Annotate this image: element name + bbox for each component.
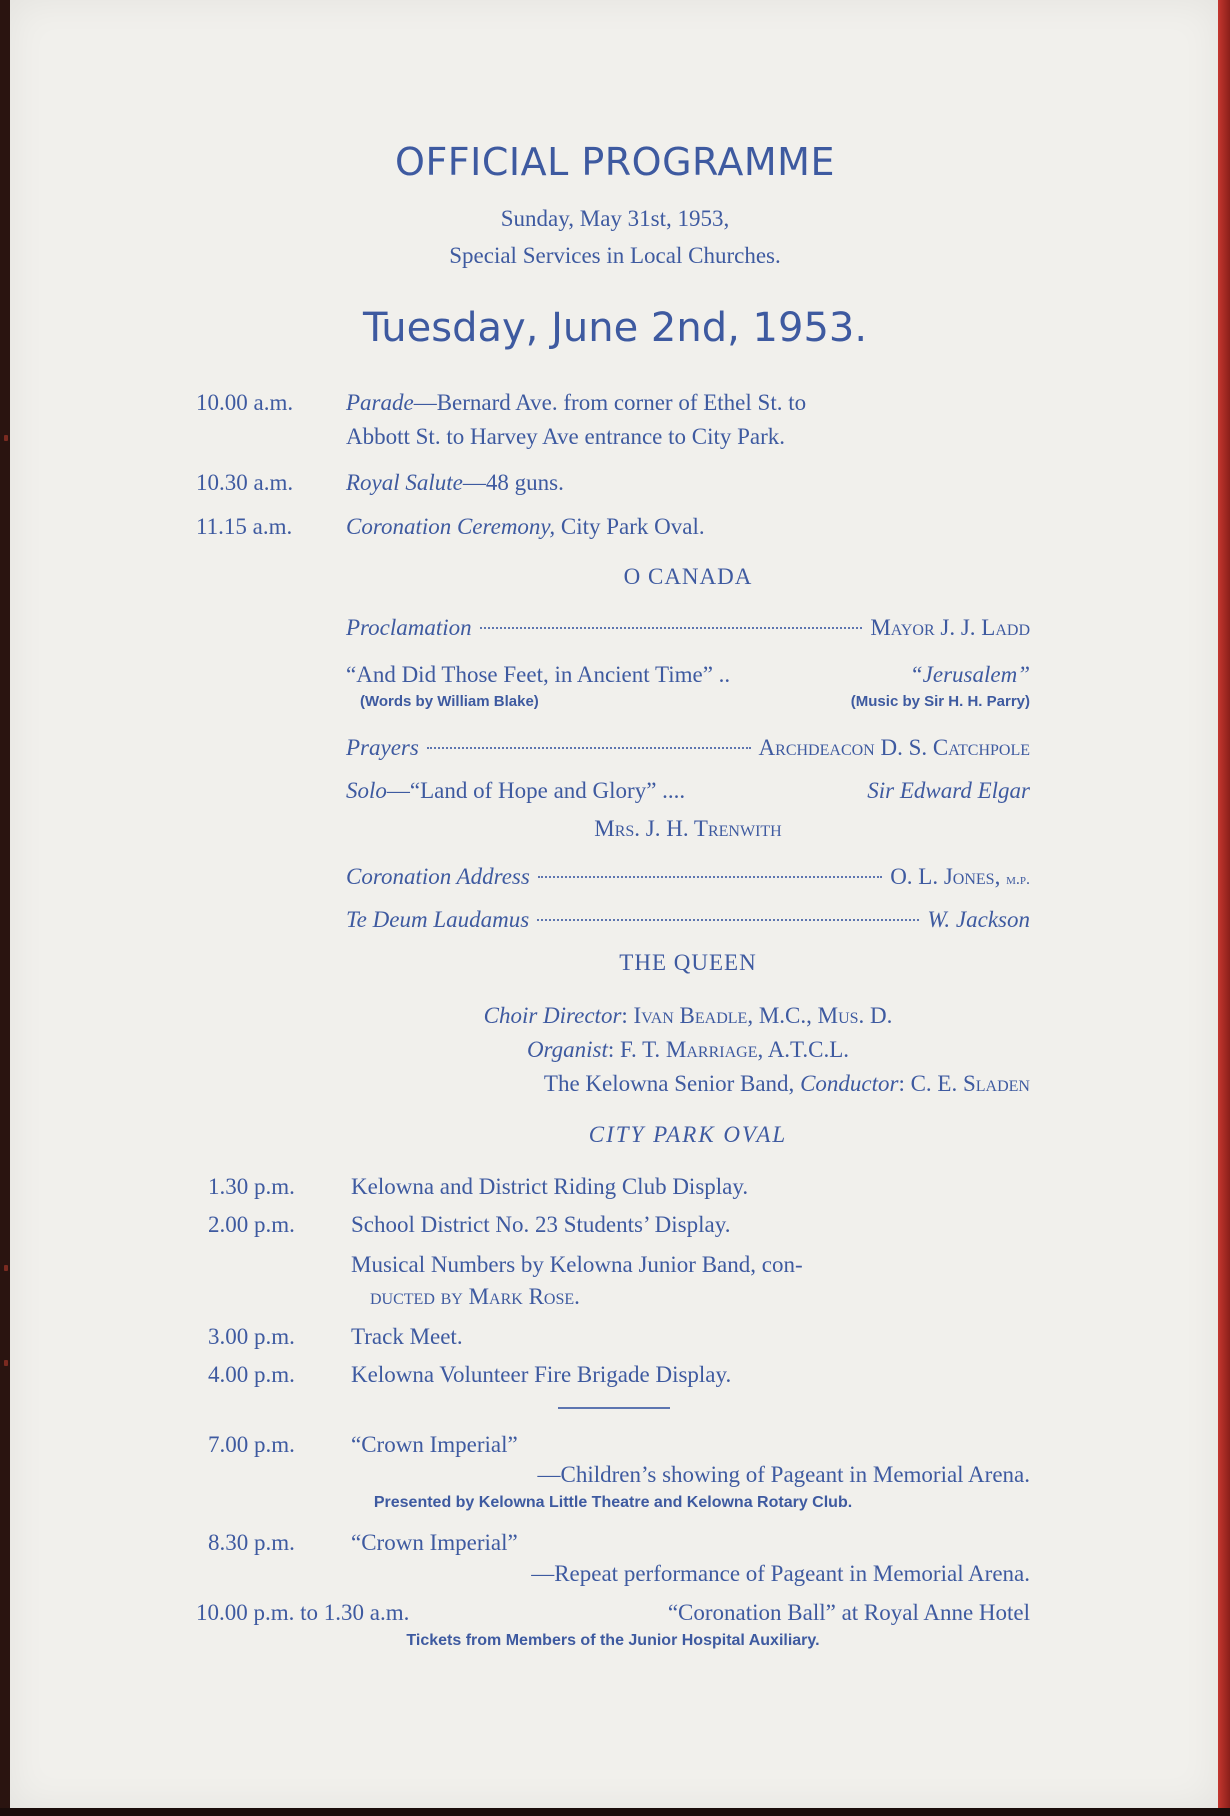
- item-title: Coronation Address: [346, 864, 530, 889]
- margin-mark: [4, 435, 8, 441]
- dot-leader: [480, 627, 863, 629]
- hymn-tune: “Jerusalem”: [909, 662, 1030, 687]
- tickets-note: Tickets from Members of the Junior Hospital Auxiliary.: [406, 1632, 820, 1649]
- time-label: 11.15 a.m.: [196, 514, 293, 539]
- item-title: Solo: [346, 778, 387, 803]
- item-text: Musical Numbers by Kelowna Junior Band, con-: [351, 1252, 803, 1277]
- item-title: Te Deum Laudamus: [346, 907, 530, 932]
- time-label: 1.30 p.m.: [208, 1174, 295, 1199]
- date-heading: Tuesday, June 2nd, 1953.: [362, 305, 868, 351]
- item-text: —Bernard Ave. from corner of Ethel St. to: [413, 390, 807, 415]
- proclamation-row: [346, 615, 1030, 641]
- margin-mark: [4, 1360, 8, 1366]
- item-text: “Crown Imperial”: [351, 1432, 518, 1457]
- bottom-edge: [0, 1808, 1230, 1816]
- dot-leader: [427, 747, 751, 749]
- item-title: Parade: [346, 390, 414, 415]
- time-label: 10.00 a.m.: [196, 390, 294, 415]
- time-label: 10.00 p.m. to 1.30 a.m.: [196, 1600, 410, 1625]
- composer-name: Sir Edward Elgar: [867, 778, 1030, 803]
- item-text: School District No. 23 Students’ Display.: [351, 1212, 731, 1237]
- item-text: [370, 1284, 580, 1310]
- section-divider: [558, 1407, 670, 1409]
- organist-line: [346, 1037, 1030, 1063]
- item-text: Kelowna Volunteer Fire Brigade Display.: [351, 1362, 732, 1387]
- singer-name: Mrs. J. H. Trenwith: [594, 816, 782, 841]
- performer-name: Archdeacon D. S. Catchpole: [758, 735, 1030, 760]
- closing-heading: THE QUEEN: [619, 950, 757, 975]
- red-edge: [1218, 0, 1230, 1816]
- performer-suffix: m.p.: [1006, 871, 1030, 888]
- item-text: “Crown Imperial”: [351, 1530, 518, 1555]
- item-text-continued: —Repeat performance of Pageant in Memorial Arena.: [531, 1561, 1030, 1586]
- time-label: 8.30 p.m.: [208, 1530, 295, 1555]
- item-text: Abbott St. to Harvey Ave entrance to City Park.: [346, 424, 786, 449]
- page-title: OFFICIAL PROGRAMME: [395, 140, 835, 184]
- band-prefix: The Kelowna Senior Band,: [543, 1071, 801, 1096]
- solo-song: —“Land of Hope and Glory” ....: [386, 778, 686, 803]
- composer-name: W. Jackson: [927, 907, 1030, 932]
- time-label: 7.00 p.m.: [208, 1432, 295, 1457]
- time-label: 2.00 p.m.: [208, 1212, 295, 1237]
- choir-line: [346, 1003, 1030, 1029]
- hymn-row: [346, 662, 1030, 688]
- services-line: Special Services in Local Churches.: [449, 243, 781, 268]
- hymn-words: (Words by William Blake): [360, 693, 539, 710]
- solo-row: [346, 778, 1030, 804]
- band-label: Conductor: [800, 1071, 899, 1096]
- item-text: City Park Oval.: [555, 514, 705, 539]
- item-text: Kelowna and District Riding Club Display.: [351, 1174, 749, 1199]
- sunday-line: Sunday, May 31st, 1953,: [500, 206, 730, 231]
- choir-label: Choir Director: [483, 1003, 622, 1028]
- item-title: Coronation Ceremony,: [346, 514, 556, 539]
- dot-leader: [538, 876, 882, 878]
- choir-name: : Ivan Beadle, M.C., Mus. D.: [621, 1003, 893, 1028]
- programme-item: [346, 514, 705, 540]
- performer-name: O. L. Jones,: [890, 864, 1001, 889]
- hymn-credits: [360, 693, 1030, 710]
- performer-name: Mayor J. J. Ladd: [870, 615, 1030, 640]
- time-label: 4.00 p.m.: [208, 1362, 295, 1387]
- margin-mark: [4, 1265, 8, 1271]
- dot-leader: [537, 919, 919, 921]
- te-deum-row: [346, 907, 1030, 933]
- programme-item: [346, 390, 806, 416]
- item-text: —48 guns.: [462, 470, 564, 495]
- presented-by: Presented by Kelowna Little Theatre and Kelowna Rotary Club.: [373, 1494, 853, 1511]
- item-text: “Coronation Ball” at Royal Anne Hotel: [667, 1600, 1030, 1625]
- time-label: 10.30 a.m.: [196, 470, 294, 495]
- organist-name: : F. T. Marriage, A.T.C.L.: [607, 1037, 850, 1062]
- prayers-row: [346, 735, 1030, 761]
- item-text-continued: ducted by Mark Rose.: [370, 1284, 580, 1309]
- item-title: Proclamation: [346, 615, 472, 640]
- hymn-title: “And Did Those Feet, in Ancient Time” ..: [346, 662, 731, 687]
- address-row: [346, 864, 1030, 890]
- programme-page: [10, 0, 1218, 1808]
- item-text: Track Meet.: [351, 1324, 463, 1349]
- section-heading: CITY PARK OVAL: [588, 1122, 788, 1147]
- item-text-continued: —Children’s showing of Pageant in Memorial Arena.: [537, 1462, 1030, 1487]
- item-title: Prayers: [346, 735, 419, 760]
- hymn-music: (Music by Sir H. H. Parry): [850, 693, 1030, 710]
- band-name: : C. E. Sladen: [898, 1071, 1030, 1096]
- time-label: 3.00 p.m.: [208, 1324, 295, 1349]
- programme-item: [346, 470, 564, 496]
- band-line: [346, 1071, 1030, 1097]
- anthem-heading: O CANADA: [623, 564, 753, 589]
- item-title: Royal Salute: [346, 470, 463, 495]
- organist-label: Organist: [526, 1037, 608, 1062]
